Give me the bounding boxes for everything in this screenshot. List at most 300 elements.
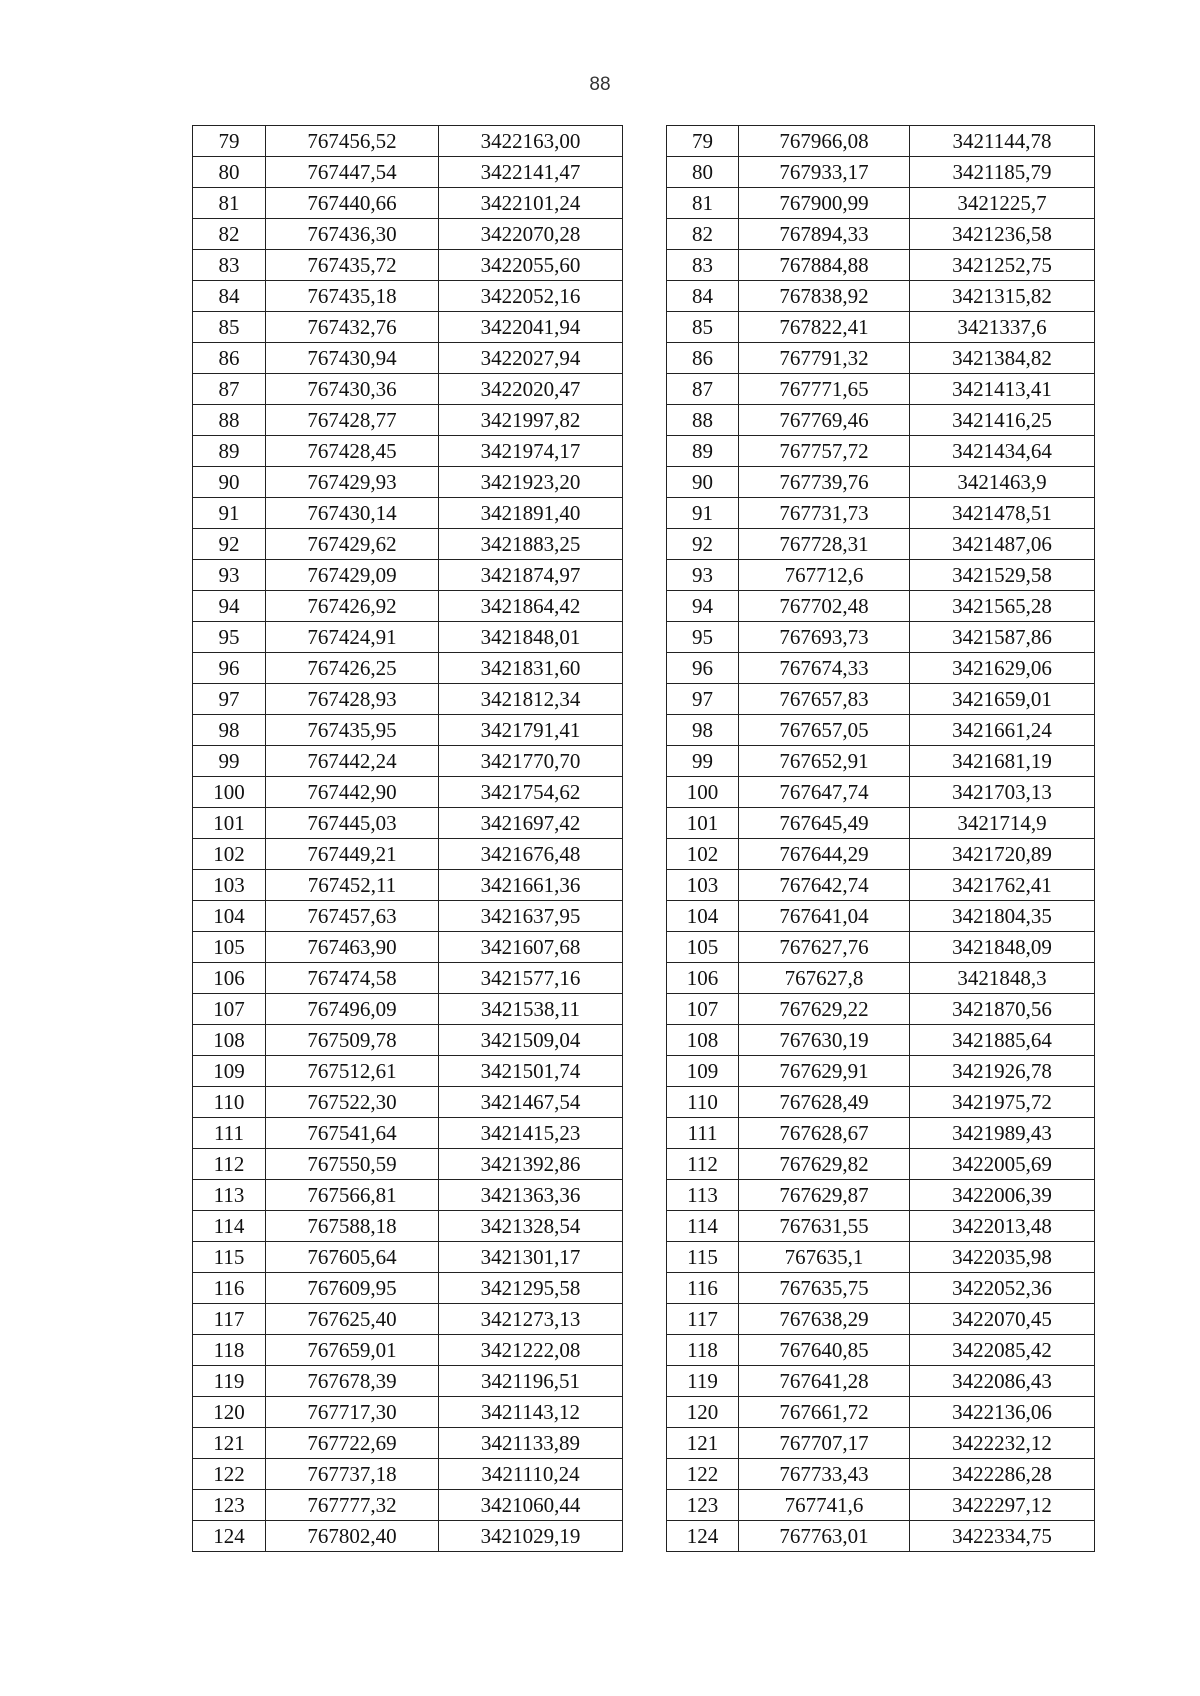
y-coordinate-cell: 3421577,16 [439,963,623,994]
point-number-cell: 113 [667,1180,739,1211]
x-coordinate-cell: 767428,93 [266,684,439,715]
point-number-cell: 82 [193,219,266,250]
x-coordinate-cell: 767674,33 [739,653,910,684]
table-row [193,746,623,777]
table-row [193,343,623,374]
x-coordinate-cell: 767474,58 [266,963,439,994]
x-coordinate-cell: 767645,49 [739,808,910,839]
table-row [193,157,623,188]
y-coordinate-cell: 3421661,36 [439,870,623,901]
y-coordinate-cell: 3421848,09 [910,932,1095,963]
point-number-cell: 112 [193,1149,266,1180]
coordinates-table-left [192,125,623,1552]
x-coordinate-cell: 767566,81 [266,1180,439,1211]
x-coordinate-cell: 767442,24 [266,746,439,777]
point-number-cell: 89 [193,436,266,467]
table-row [667,932,1095,963]
x-coordinate-cell: 767436,30 [266,219,439,250]
y-coordinate-cell: 3422035,98 [910,1242,1095,1273]
x-coordinate-cell: 767541,64 [266,1118,439,1149]
table-row [667,1366,1095,1397]
x-coordinate-cell: 767435,95 [266,715,439,746]
table-row [193,1366,623,1397]
point-number-cell: 82 [667,219,739,250]
point-number-cell: 120 [667,1397,739,1428]
y-coordinate-cell: 3422013,48 [910,1211,1095,1242]
point-number-cell: 88 [193,405,266,436]
table-row [193,715,623,746]
table-row [667,343,1095,374]
table-row [193,1397,623,1428]
x-coordinate-cell: 767426,25 [266,653,439,684]
y-coordinate-cell: 3421607,68 [439,932,623,963]
table-row [667,281,1095,312]
x-coordinate-cell: 767629,87 [739,1180,910,1211]
point-number-cell: 108 [193,1025,266,1056]
y-coordinate-cell: 3421974,17 [439,436,623,467]
point-number-cell: 113 [193,1180,266,1211]
x-coordinate-cell: 767442,90 [266,777,439,808]
table-row [667,1335,1095,1366]
x-coordinate-cell: 767777,32 [266,1490,439,1521]
point-number-cell: 96 [667,653,739,684]
y-coordinate-cell: 3422027,94 [439,343,623,374]
y-coordinate-cell: 3421659,01 [910,684,1095,715]
table-row [193,901,623,932]
y-coordinate-cell: 3421874,97 [439,560,623,591]
y-coordinate-cell: 3421714,9 [910,808,1095,839]
y-coordinate-cell: 3422286,28 [910,1459,1095,1490]
point-number-cell: 105 [193,932,266,963]
x-coordinate-cell: 767629,91 [739,1056,910,1087]
x-coordinate-cell: 767966,08 [739,126,910,157]
table-row [667,250,1095,281]
table-row [667,1428,1095,1459]
table-row [667,467,1095,498]
x-coordinate-cell: 767630,19 [739,1025,910,1056]
point-number-cell: 92 [667,529,739,560]
table-row [667,684,1095,715]
x-coordinate-cell: 767763,01 [739,1521,910,1552]
table-row [667,1304,1095,1335]
y-coordinate-cell: 3421029,19 [439,1521,623,1552]
table-row [667,1211,1095,1242]
point-number-cell: 119 [667,1366,739,1397]
x-coordinate-cell: 767447,54 [266,157,439,188]
table-row [193,188,623,219]
point-number-cell: 109 [667,1056,739,1087]
y-coordinate-cell: 3422020,47 [439,374,623,405]
point-number-cell: 121 [193,1428,266,1459]
x-coordinate-cell: 767509,78 [266,1025,439,1056]
x-coordinate-cell: 767769,46 [739,405,910,436]
y-coordinate-cell: 3421804,35 [910,901,1095,932]
y-coordinate-cell: 3421315,82 [910,281,1095,312]
table-row [667,870,1095,901]
y-coordinate-cell: 3421236,58 [910,219,1095,250]
table-row [193,622,623,653]
y-coordinate-cell: 3421703,13 [910,777,1095,808]
table-row [193,839,623,870]
table-row [193,653,623,684]
y-coordinate-cell: 3421676,48 [439,839,623,870]
table-row [667,777,1095,808]
point-number-cell: 93 [193,560,266,591]
x-coordinate-cell: 767659,01 [266,1335,439,1366]
x-coordinate-cell: 767641,04 [739,901,910,932]
point-number-cell: 90 [193,467,266,498]
table-row [667,1397,1095,1428]
x-coordinate-cell: 767894,33 [739,219,910,250]
y-coordinate-cell: 3422085,42 [910,1335,1095,1366]
y-coordinate-cell: 3421629,06 [910,653,1095,684]
point-number-cell: 123 [667,1490,739,1521]
table-row [193,498,623,529]
point-number-cell: 88 [667,405,739,436]
y-coordinate-cell: 3421848,3 [910,963,1095,994]
x-coordinate-cell: 767731,73 [739,498,910,529]
y-coordinate-cell: 3421060,44 [439,1490,623,1521]
point-number-cell: 84 [667,281,739,312]
x-coordinate-cell: 767635,1 [739,1242,910,1273]
y-coordinate-cell: 3421416,25 [910,405,1095,436]
x-coordinate-cell: 767629,82 [739,1149,910,1180]
table-row [193,994,623,1025]
y-coordinate-cell: 3421501,74 [439,1056,623,1087]
y-coordinate-cell: 3421870,56 [910,994,1095,1025]
table-row [193,1521,623,1552]
y-coordinate-cell: 3422070,45 [910,1304,1095,1335]
y-coordinate-cell: 3421885,64 [910,1025,1095,1056]
y-coordinate-cell: 3422055,60 [439,250,623,281]
coordinates-table-right-body [667,126,1095,1552]
y-coordinate-cell: 3422136,06 [910,1397,1095,1428]
table-row [193,1211,623,1242]
x-coordinate-cell: 767428,45 [266,436,439,467]
table-row [193,1490,623,1521]
x-coordinate-cell: 767449,21 [266,839,439,870]
point-number-cell: 98 [193,715,266,746]
table-row [667,963,1095,994]
table-row [667,715,1095,746]
point-number-cell: 81 [667,188,739,219]
table-row [667,157,1095,188]
y-coordinate-cell: 3421110,24 [439,1459,623,1490]
x-coordinate-cell: 767435,72 [266,250,439,281]
y-coordinate-cell: 3422297,12 [910,1490,1095,1521]
table-row [667,591,1095,622]
y-coordinate-cell: 3421697,42 [439,808,623,839]
table-row [193,436,623,467]
y-coordinate-cell: 3421989,43 [910,1118,1095,1149]
x-coordinate-cell: 767457,63 [266,901,439,932]
point-number-cell: 79 [667,126,739,157]
x-coordinate-cell: 767757,72 [739,436,910,467]
table-row [193,1335,623,1366]
table-row [667,1118,1095,1149]
x-coordinate-cell: 767429,62 [266,529,439,560]
point-number-cell: 119 [193,1366,266,1397]
table-row [667,1242,1095,1273]
x-coordinate-cell: 767628,67 [739,1118,910,1149]
x-coordinate-cell: 767838,92 [739,281,910,312]
point-number-cell: 94 [193,591,266,622]
x-coordinate-cell: 767702,48 [739,591,910,622]
table-row [193,374,623,405]
point-number-cell: 95 [667,622,739,653]
table-row [667,901,1095,932]
point-number-cell: 111 [193,1118,266,1149]
table-row [193,1056,623,1087]
x-coordinate-cell: 767452,11 [266,870,439,901]
x-coordinate-cell: 767429,09 [266,560,439,591]
y-coordinate-cell: 3421415,23 [439,1118,623,1149]
y-coordinate-cell: 3421770,70 [439,746,623,777]
y-coordinate-cell: 3421762,41 [910,870,1095,901]
table-row [667,126,1095,157]
x-coordinate-cell: 767496,09 [266,994,439,1025]
point-number-cell: 108 [667,1025,739,1056]
y-coordinate-cell: 3421997,82 [439,405,623,436]
coordinates-table-right [666,125,1095,1552]
point-number-cell: 123 [193,1490,266,1521]
x-coordinate-cell: 767426,92 [266,591,439,622]
table-row [193,250,623,281]
table-row [667,498,1095,529]
x-coordinate-cell: 767661,72 [739,1397,910,1428]
y-coordinate-cell: 3421143,12 [439,1397,623,1428]
table-row [667,653,1095,684]
table-row [193,560,623,591]
y-coordinate-cell: 3421587,86 [910,622,1095,653]
table-row [193,1459,623,1490]
y-coordinate-cell: 3422006,39 [910,1180,1095,1211]
point-number-cell: 117 [667,1304,739,1335]
point-number-cell: 122 [193,1459,266,1490]
table-row [667,746,1095,777]
y-coordinate-cell: 3422070,28 [439,219,623,250]
point-number-cell: 100 [667,777,739,808]
x-coordinate-cell: 767693,73 [739,622,910,653]
y-coordinate-cell: 3421225,7 [910,188,1095,219]
y-coordinate-cell: 3422086,43 [910,1366,1095,1397]
x-coordinate-cell: 767435,18 [266,281,439,312]
table-row [193,1242,623,1273]
point-number-cell: 110 [667,1087,739,1118]
table-row [193,870,623,901]
table-row [667,1180,1095,1211]
point-number-cell: 117 [193,1304,266,1335]
x-coordinate-cell: 767741,6 [739,1490,910,1521]
y-coordinate-cell: 3421252,75 [910,250,1095,281]
point-number-cell: 83 [193,250,266,281]
point-number-cell: 86 [667,343,739,374]
table-row [193,1428,623,1459]
point-number-cell: 84 [193,281,266,312]
x-coordinate-cell: 767678,39 [266,1366,439,1397]
point-number-cell: 97 [667,684,739,715]
point-number-cell: 81 [193,188,266,219]
y-coordinate-cell: 3421538,11 [439,994,623,1025]
y-coordinate-cell: 3421384,82 [910,343,1095,374]
table-row [193,808,623,839]
y-coordinate-cell: 3421637,95 [439,901,623,932]
x-coordinate-cell: 767647,74 [739,777,910,808]
point-number-cell: 111 [667,1118,739,1149]
table-row [193,467,623,498]
x-coordinate-cell: 767635,75 [739,1273,910,1304]
x-coordinate-cell: 767802,40 [266,1521,439,1552]
point-number-cell: 89 [667,436,739,467]
point-number-cell: 120 [193,1397,266,1428]
point-number-cell: 79 [193,126,266,157]
x-coordinate-cell: 767717,30 [266,1397,439,1428]
table-row [667,188,1095,219]
point-number-cell: 99 [193,746,266,777]
y-coordinate-cell: 3421831,60 [439,653,623,684]
x-coordinate-cell: 767429,93 [266,467,439,498]
point-number-cell: 102 [667,839,739,870]
x-coordinate-cell: 767644,29 [739,839,910,870]
x-coordinate-cell: 767550,59 [266,1149,439,1180]
x-coordinate-cell: 767642,74 [739,870,910,901]
table-row [193,219,623,250]
x-coordinate-cell: 767430,36 [266,374,439,405]
x-coordinate-cell: 767512,61 [266,1056,439,1087]
x-coordinate-cell: 767771,65 [739,374,910,405]
x-coordinate-cell: 767627,8 [739,963,910,994]
x-coordinate-cell: 767609,95 [266,1273,439,1304]
point-number-cell: 106 [193,963,266,994]
x-coordinate-cell: 767791,32 [739,343,910,374]
table-row [667,219,1095,250]
x-coordinate-cell: 767638,29 [739,1304,910,1335]
point-number-cell: 114 [667,1211,739,1242]
table-row [667,622,1095,653]
y-coordinate-cell: 3421467,54 [439,1087,623,1118]
table-row [193,1273,623,1304]
y-coordinate-cell: 3421328,54 [439,1211,623,1242]
table-row [193,1180,623,1211]
table-row [193,405,623,436]
coordinates-table-left-body [193,126,623,1552]
x-coordinate-cell: 767640,85 [739,1335,910,1366]
x-coordinate-cell: 767628,49 [739,1087,910,1118]
y-coordinate-cell: 3421144,78 [910,126,1095,157]
point-number-cell: 98 [667,715,739,746]
table-row [193,1087,623,1118]
x-coordinate-cell: 767428,77 [266,405,439,436]
point-number-cell: 91 [667,498,739,529]
x-coordinate-cell: 767933,17 [739,157,910,188]
x-coordinate-cell: 767641,28 [739,1366,910,1397]
point-number-cell: 118 [193,1335,266,1366]
y-coordinate-cell: 3421529,58 [910,560,1095,591]
y-coordinate-cell: 3421791,41 [439,715,623,746]
point-number-cell: 104 [667,901,739,932]
point-number-cell: 87 [193,374,266,405]
x-coordinate-cell: 767424,91 [266,622,439,653]
y-coordinate-cell: 3422232,12 [910,1428,1095,1459]
point-number-cell: 83 [667,250,739,281]
y-coordinate-cell: 3421196,51 [439,1366,623,1397]
point-number-cell: 116 [667,1273,739,1304]
table-row [193,777,623,808]
table-row [193,312,623,343]
y-coordinate-cell: 3422041,94 [439,312,623,343]
y-coordinate-cell: 3421478,51 [910,498,1095,529]
x-coordinate-cell: 767463,90 [266,932,439,963]
y-coordinate-cell: 3421565,28 [910,591,1095,622]
point-number-cell: 122 [667,1459,739,1490]
x-coordinate-cell: 767430,14 [266,498,439,529]
table-row [667,374,1095,405]
point-number-cell: 85 [193,312,266,343]
point-number-cell: 92 [193,529,266,560]
table-row [667,529,1095,560]
point-number-cell: 107 [193,994,266,1025]
x-coordinate-cell: 767456,52 [266,126,439,157]
x-coordinate-cell: 767900,99 [739,188,910,219]
y-coordinate-cell: 3421487,06 [910,529,1095,560]
y-coordinate-cell: 3421273,13 [439,1304,623,1335]
point-number-cell: 93 [667,560,739,591]
y-coordinate-cell: 3421133,89 [439,1428,623,1459]
x-coordinate-cell: 767440,66 [266,188,439,219]
table-row [667,436,1095,467]
point-number-cell: 112 [667,1149,739,1180]
point-number-cell: 94 [667,591,739,622]
point-number-cell: 124 [667,1521,739,1552]
point-number-cell: 107 [667,994,739,1025]
point-number-cell: 80 [193,157,266,188]
table-row [193,281,623,312]
y-coordinate-cell: 3421301,17 [439,1242,623,1273]
x-coordinate-cell: 767737,18 [266,1459,439,1490]
point-number-cell: 109 [193,1056,266,1087]
x-coordinate-cell: 767445,03 [266,808,439,839]
point-number-cell: 96 [193,653,266,684]
y-coordinate-cell: 3421509,04 [439,1025,623,1056]
x-coordinate-cell: 767522,30 [266,1087,439,1118]
y-coordinate-cell: 3421463,9 [910,467,1095,498]
table-row [193,1118,623,1149]
y-coordinate-cell: 3421661,24 [910,715,1095,746]
y-coordinate-cell: 3422052,36 [910,1273,1095,1304]
x-coordinate-cell: 767652,91 [739,746,910,777]
point-number-cell: 102 [193,839,266,870]
point-number-cell: 103 [193,870,266,901]
point-number-cell: 85 [667,312,739,343]
x-coordinate-cell: 767822,41 [739,312,910,343]
y-coordinate-cell: 3422052,16 [439,281,623,312]
point-number-cell: 99 [667,746,739,777]
point-number-cell: 115 [193,1242,266,1273]
point-number-cell: 116 [193,1273,266,1304]
table-row [193,529,623,560]
x-coordinate-cell: 767588,18 [266,1211,439,1242]
table-row [193,591,623,622]
y-coordinate-cell: 3421185,79 [910,157,1095,188]
y-coordinate-cell: 3421295,58 [439,1273,623,1304]
table-row [667,1087,1095,1118]
point-number-cell: 124 [193,1521,266,1552]
x-coordinate-cell: 767430,94 [266,343,439,374]
x-coordinate-cell: 767629,22 [739,994,910,1025]
table-row [193,1304,623,1335]
point-number-cell: 100 [193,777,266,808]
point-number-cell: 87 [667,374,739,405]
